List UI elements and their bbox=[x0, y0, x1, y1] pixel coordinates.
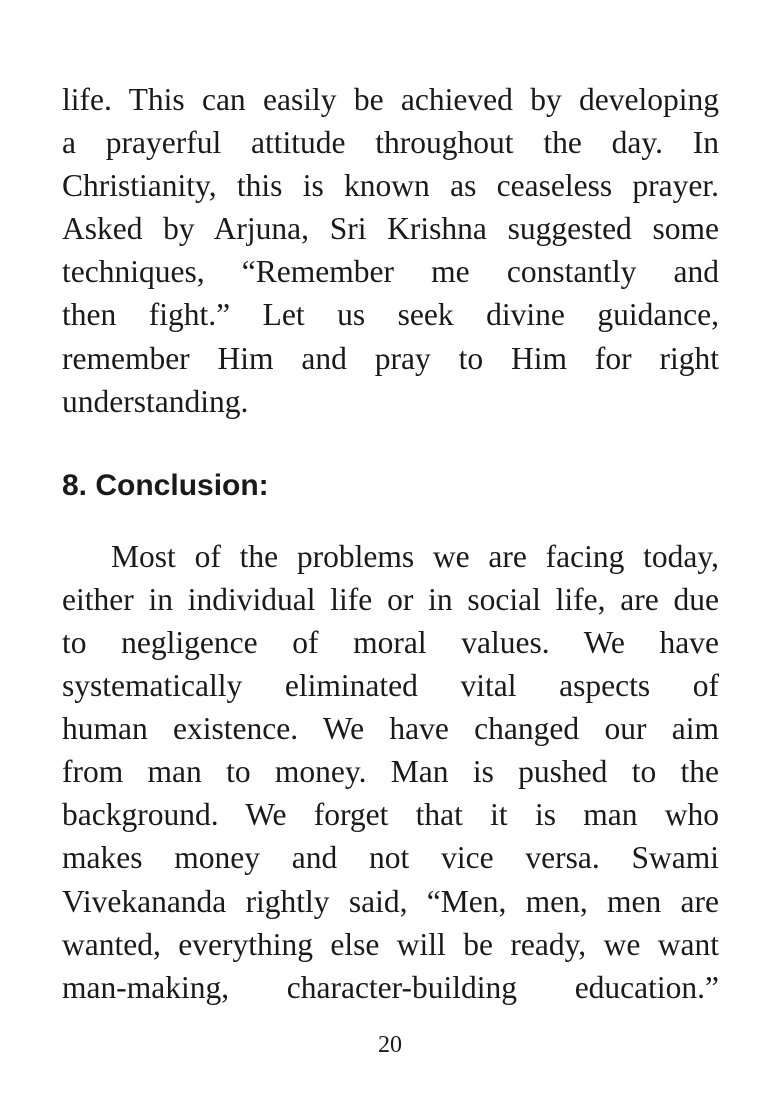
text-line: understanding. bbox=[62, 383, 249, 419]
text-line: man-making, character-building education.” bbox=[62, 969, 719, 1005]
paragraph-prayer bbox=[62, 78, 719, 423]
page-content bbox=[62, 78, 719, 1009]
text-line: makes money and not vice versa. Swami bbox=[62, 840, 719, 876]
section-heading: 8. Conclusion: bbox=[62, 468, 269, 502]
text-line: from man to money. Man is pushed to the bbox=[62, 754, 719, 790]
text-line: techniques, “Remember me constantly and bbox=[62, 254, 719, 290]
text-line: either in individual life or in social life, are due bbox=[62, 581, 719, 617]
text-line: then fight.” Let us seek divine guidance, bbox=[62, 297, 719, 333]
text-line: remember Him and pray to Him for right bbox=[62, 340, 719, 376]
text-line: a prayerful attitude throughout the day. In bbox=[62, 125, 719, 161]
text-line: to negligence of moral values. We have bbox=[62, 624, 719, 660]
text-line: systematically eliminated vital aspects of bbox=[62, 668, 719, 704]
text-line: Vivekananda rightly said, “Men, men, men are bbox=[62, 883, 719, 919]
text-line: Asked by Arjuna, Sri Krishna suggested some bbox=[62, 211, 719, 247]
text-line: wanted, everything else will be ready, we want bbox=[62, 926, 719, 962]
text-line: Christianity, this is known as ceaseless prayer. bbox=[62, 168, 719, 204]
text-line: human existence. We have changed our aim bbox=[62, 711, 719, 747]
text-line: life. This can easily be achieved by developing bbox=[62, 82, 719, 117]
text-line: background. We forget that it is man who bbox=[62, 797, 719, 833]
page-number: 20 bbox=[378, 1032, 402, 1058]
text-line: Most of the problems we are facing today, bbox=[111, 538, 719, 574]
paragraph-conclusion bbox=[62, 535, 719, 1009]
